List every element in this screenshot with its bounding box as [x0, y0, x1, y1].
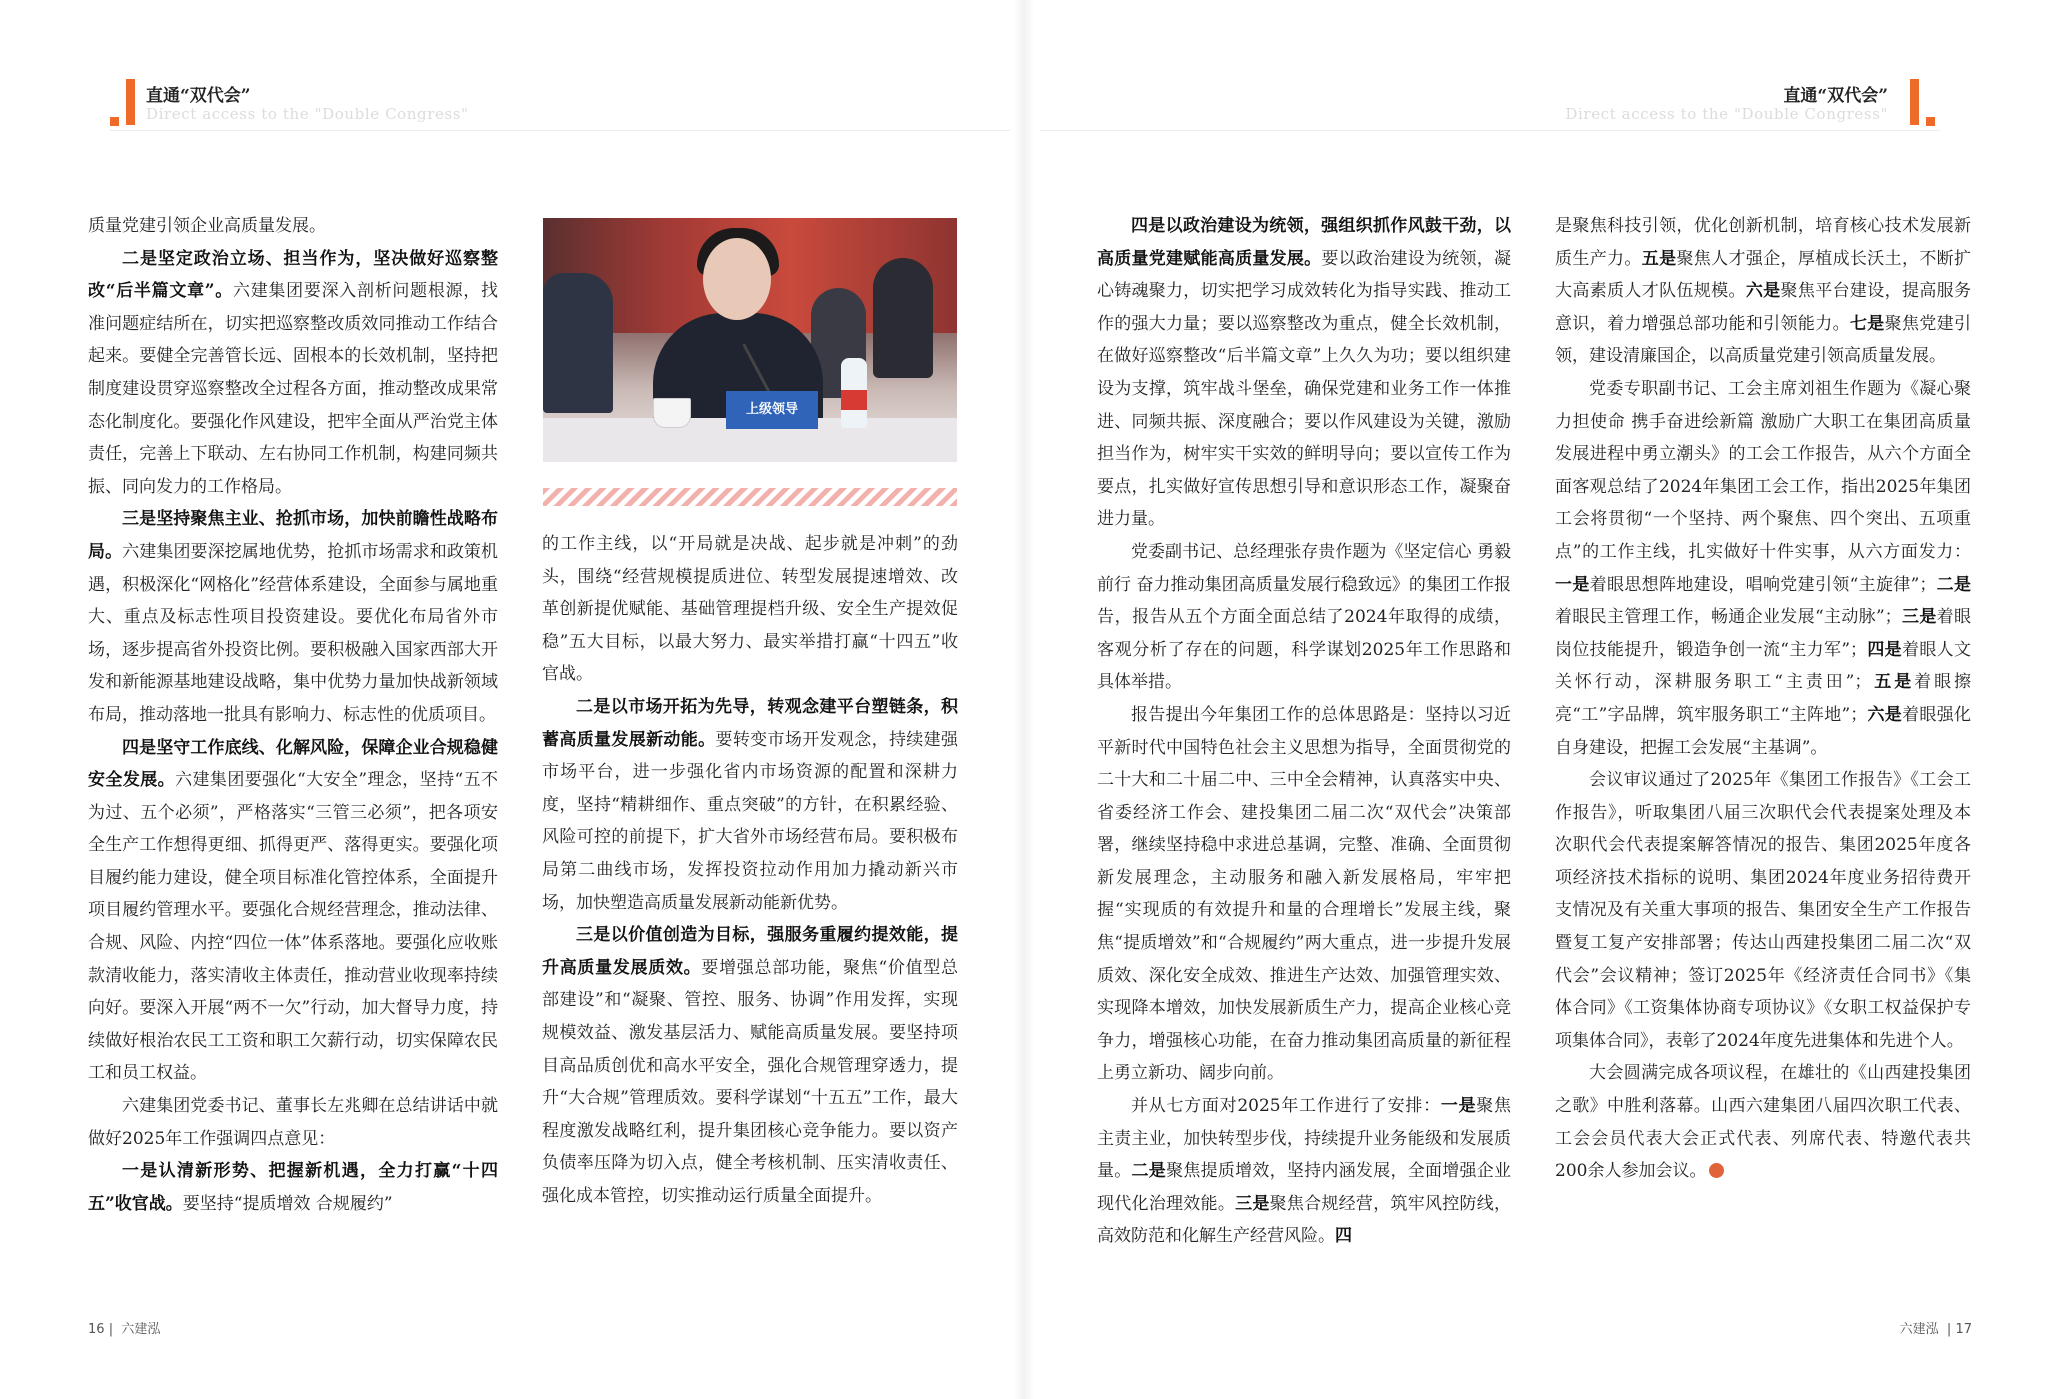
header-rule-right: [1040, 130, 1940, 131]
paragraph: 一是认清新形势、把握新机遇，全力打赢“十四五”收官战。要坚持“提质增效 合规履约”: [88, 1161, 498, 1214]
header-accent-bar: [126, 79, 135, 125]
paragraph: 三是坚持聚焦主业、抢抓市场，加快前瞻性战略布局。六建集团要深挖属地优势，抢抓市场需求和政策机遇，积极深化“网格化”经营体系建设，全面参与属地重大、重点及标志性项目投资建设。要优化布局省外市场，逐步提高省外投资比例。要积极融入国家西部大开发和新能源基地建设战略，集中优势力量加快战新领域布局，推动落地一批具有影响力、标志性的优质项目。: [88, 509, 499, 725]
paragraph: 党委副书记、总经理张存贵作题为《坚定信心 勇毅前行 奋力推动集团高质量发展行稳致远》的集团工作报告，报告从五个方面全面总结了2024年取得的成绩，客观分析了存在的问题，科学谋划2025年工作思路和具体举措。: [1097, 541, 1511, 693]
footer-right: [1900, 1318, 1972, 1337]
magazine-name: 六建泓: [121, 1322, 161, 1337]
paragraph: 会议审议通过了2025年《集团工作报告》《工会工作报告》，听取集团八届三次职代会代表提案处理及本次职代会代表提案解答情况的报告、集团2025年度各项经济技术指标的说明、集团2024年度业务招待费开支情况及有关重大事项的报告、集团安全生产工作报告暨复工复产安排部署；传达山西建投集团二届二次“双代会”会议精神；签订2025年《经济责任合同书》《集体合同》《工资集体协商专项协议》《女职工权益保护专项集体合同》，表彰了2024年度先进集体和先进个人。: [1555, 770, 1971, 1051]
header-rule-left: [110, 130, 1010, 131]
section-title: 直通“双代会”: [1783, 86, 1888, 106]
paragraph: 四是坚守工作底线、化解风险，保障企业合规稳健安全发展。六建集团要强化“大安全”理念，坚持“五不为过、五个必须”，严格落实“三管三必须”，把各项安全生产工作想得更细、抓得更严、落得更实。要强化项目履约能力建设，健全项目标准化管控体系，全面提升项目履约管理水平。要强化合规经营理念，推动法律、合规、风险、内控“四位一体”体系落地。要强化应收账款清收能力，落实清收主体责任，推动营业收现率持续向好。要深入开展“两不一欠”行动，加大督导力度，持续做好根治农民工工资和职工欠薪行动，切实保障农民工和员工权益。: [88, 737, 499, 1084]
column-2: [542, 528, 958, 1212]
end-of-article-icon: [1709, 1163, 1724, 1178]
meeting-photo: [543, 218, 957, 462]
photo-person: [543, 273, 613, 413]
header-accent-bar: [1910, 79, 1919, 125]
paragraph: 二是以市场开拓为先导，转观念建平台塑链条，积蓄高质量发展新动能。要转变市场开发观念，持续建强市场平台，进一步强化省内市场资源的配置和深耕力度，坚持“精耕细作、重点突破”的方针，在积累经验、风险可控的前提下，扩大省外市场经营布局。要积极布局第二曲线市场，发挥投资拉动作用加力撬动新兴市场，加快塑造高质量发展新动能新优势。: [542, 696, 959, 913]
photo-person: [873, 258, 933, 378]
section-subtitle: Direct access to the "Double Congress": [146, 105, 469, 123]
magazine-name: 六建泓: [1899, 1322, 1939, 1337]
decorative-stripes: [543, 488, 957, 506]
paragraph: 并从七方面对2025年工作进行了安排：一是聚焦主责主业，加快转型步伐，持续提升业务能级和发展质量。二是聚焦提质增效，坚持内涵发展，全面增强企业现代化治理效能。三是聚焦合规经营，筑牢风控防线，高效防范和化解生产经营风险。四: [1097, 1096, 1512, 1247]
paragraph: 四是以政治建设为统领，强组织抓作风鼓干劲，以高质量党建赋能高质量发展。要以政治建设为统领，凝心铸魂聚力，切实把学习成效转化为指导实践、推动工作的强大力量；要以巡察整改为重点，健全长效机制，在做好巡察整改“后半篇文章”上久久为功；要以组织建设为支撑，筑牢战斗堡垒，确保党建和业务工作一体推进、同频共振、深度融合；要以作风建设为关键，激励担当作为，树牢实干实效的鲜明导向；要以宣传工作为要点，扎实做好宣传思想引导和意识形态工作，凝聚奋进力量。: [1097, 216, 1512, 530]
paragraph: 的工作主线，以“开局就是决战、起步就是冲刺”的劲头，围绕“经营规模提质进位、转型发展提速增效、改革创新提优赋能、基础管理提档升级、安全生产提效促稳”五大目标，以最大努力、最实举措打赢“十四五”收官战。: [542, 534, 958, 685]
footer-separator: |: [1946, 1322, 1952, 1337]
paragraph: 六建集团党委书记、董事长左兆卿在总结讲话中就做好2025年工作强调四点意见：: [88, 1096, 498, 1149]
paragraph: 是聚焦科技引领，优化创新机制，培育核心技术发展新质生产力。五是聚焦人才强企，厚植成长沃土，不断扩大高素质人才队伍规模。六是聚焦平台建设，提高服务意识，着力增强总部功能和引领能力。七是聚焦党建引领，建设清廉国企，以高质量党建引领高质量发展。: [1555, 216, 1972, 367]
header-accent-square: [110, 117, 119, 126]
section-subtitle: Direct access to the "Double Congress": [1565, 105, 1888, 123]
paragraph: 质量党建引领企业高质量发展。: [88, 216, 326, 236]
paragraph: 二是坚定政治立场、担当作为，坚决做好巡察整改“后半篇文章”。六建集团要深入剖析问题根源，找准问题症结所在，切实把巡察整改质效同推动工作结合起来。要健全完善管长远、固根本的长效机制，坚持把制度建设贯穿巡察整改全过程各方面，推动整改成果常态化制度化。要强化作风建设，把牢全面从严治党主体责任，完善上下联动、左右协同工作机制，构建同频共振、同向发力的工作格局。: [88, 248, 499, 497]
page-number: 16: [88, 1322, 105, 1337]
column-1: [88, 210, 498, 1220]
page-number: 17: [1955, 1322, 1972, 1337]
column-4: [1555, 210, 1971, 1188]
speaker-face: [703, 238, 771, 320]
paragraph: 大会圆满完成各项议程，在雄壮的《山西建投集团之歌》中胜利落幕。山西六建集团八届四次职工代表、工会会员代表大会正式代表、列席代表、特邀代表共200余人参加会议。: [1555, 1063, 1971, 1182]
column-3: [1097, 210, 1511, 1253]
paragraph: 党委专职副书记、工会主席刘祖生作题为《凝心聚力担使命 携手奋进绘新篇 激励广大职工在集团高质量发展进程中勇立潮头》的工会工作报告，从六个方面全面客观总结了2024年集团工会工作，指出2025年集团工会将贯彻“一个坚持、两个聚焦、四个突出、五项重点”的工作主线，扎实做好十件实事，从六方面发力：一是着眼思想阵地建设，唱响党建引领“主旋律”；二是着眼民主管理工作，畅通企业发展“主动脉”；三是着眼岗位技能提升，锻造争创一流“主力军”；四是着眼人文关怀行动，深耕服务职工“主责田”；五是着眼擦亮“工”字品牌，筑牢服务职工“主阵地”；六是着眼强化自身建设，把握工会发展“主基调”。: [1555, 378, 1972, 758]
nameplate: 上级领导: [726, 391, 818, 429]
section-title: 直通“双代会”: [146, 86, 251, 106]
paragraph: 三是以价值创造为目标，强服务重履约提效能，提升高质量发展质效。要增强总部功能，聚焦“价值型总部建设”和“凝聚、管控、服务、协调”作用发挥，实现规模效益、激发基层活力、赋能高质量发展。要坚持项目高品质创优和高水平安全，强化合规管理穿透力，提升“大合规”管理质效。要科学谋划“十五五”工作，最大程度激发战略红利，提升集团核心竞争能力。要以资产负债率压降为切入点，健全考核机制、压实清收责任、强化成本管控，切实推动运行质量全面提升。: [542, 925, 959, 1206]
paragraph: 报告提出今年集团工作的总体思路是：坚持以习近平新时代中国特色社会主义思想为指导，全面贯彻党的二十大和二十届二中、三中全会精神，认真落实中央、省委经济工作会、建投集团二届二次“双代会”决策部署，继续坚持稳中求进总基调，完整、准确、全面贯彻新发展理念，主动服务和融入新发展格局，牢牢把握“实现质的有效提升和量的合理增长”发展主线，聚焦“提质增效”和“合规履约”两大重点，进一步提升发展质效、深化安全成效、推进生产达效、加强管理实效、实现降本增效，加快发展新质生产力，提高企业核心竞争力，增强核心功能，在奋力推动集团高质量的新征程上勇立新功、阔步向前。: [1097, 704, 1511, 1084]
footer-left: [88, 1318, 160, 1337]
bottle-label: [841, 390, 867, 410]
header-accent-square: [1926, 117, 1935, 126]
footer-separator: |: [108, 1322, 114, 1337]
tea-cup: [653, 398, 691, 428]
